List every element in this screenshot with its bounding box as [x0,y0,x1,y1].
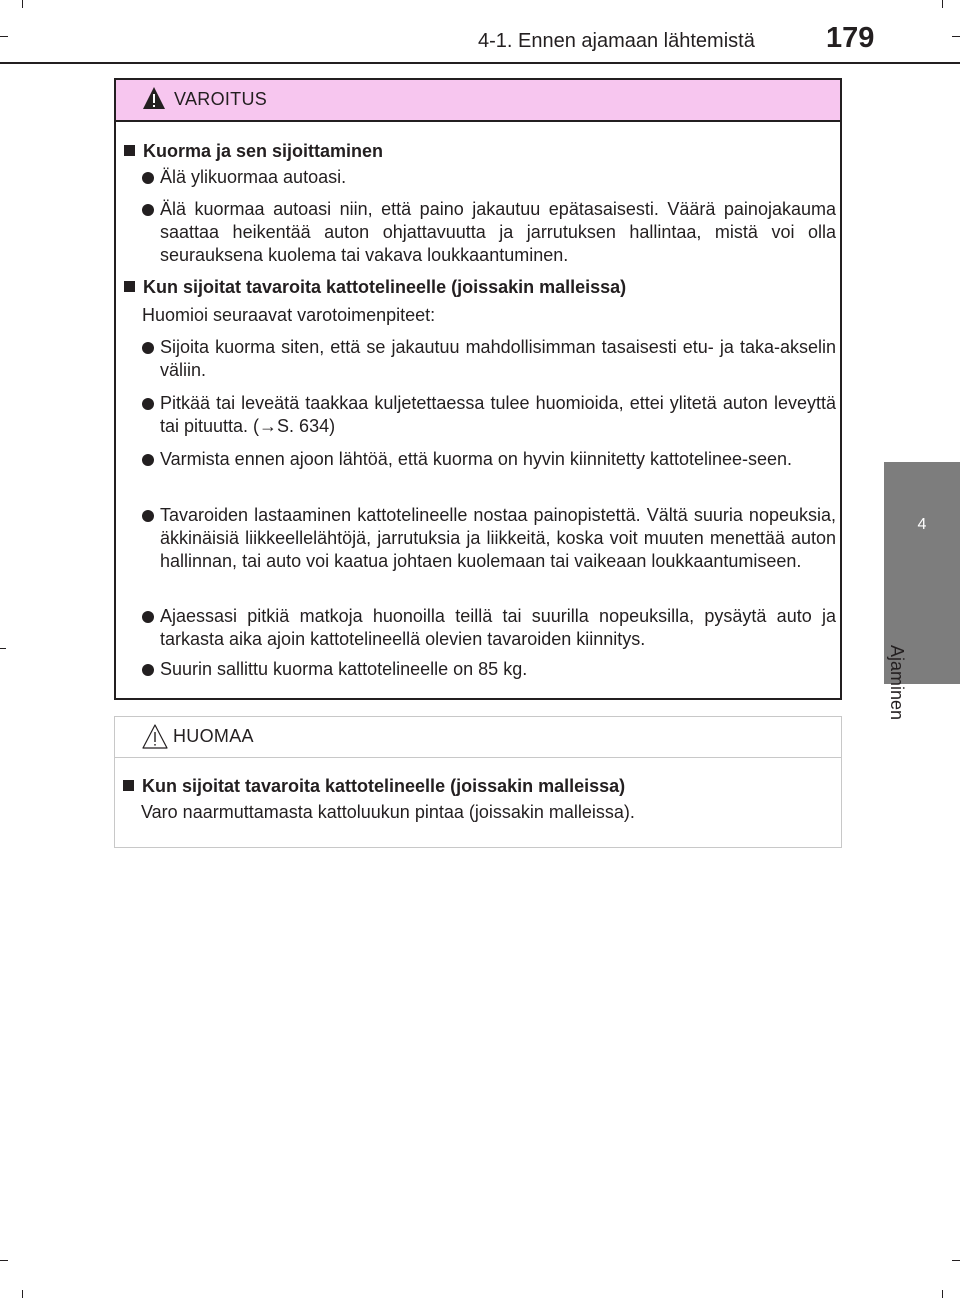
section-heading [124,274,626,300]
crop-mark [942,1290,943,1298]
bullet-icon [142,454,154,466]
warning-header [116,80,840,122]
notice-box [114,716,842,848]
square-bullet-icon [124,145,135,156]
crop-mark [22,1290,23,1298]
section-heading [124,138,383,164]
section-heading-text: Kuorma ja sen sijoittaminen [143,141,384,161]
bullet-text: Älä ylikuormaa autoasi. [160,167,347,187]
bullet-icon [142,204,154,216]
chapter-label: Ajaminen [887,645,907,721]
crop-mark [952,36,960,37]
header-rule [0,62,960,64]
bullet-text: Pitkää tai leveätä taakkaa kuljetettaessa tulee huomioida, ettei ylitetä auton leveyttä tai pituutta. (→S. 634) [160,393,836,436]
warning-box [114,78,842,700]
notice-text: Varo naarmuttamasta kattoluukun pintaa (joissakin malleissa). [141,802,635,822]
caution-icon [141,723,169,751]
notice-heading-text: Kun sijoitat tavaroita kattotelineelle (joissakin malleissa) [142,776,626,796]
bullet-text: Ajaessasi pitkiä matkoja huonoilla teillä tai suurilla nopeuksilla, pysäytä auto ja tarkasta aika ajoin kattotelineellä olevien tavaroiden kiinnitys. [160,606,836,649]
bullet-text: Älä kuormaa autoasi niin, että paino jakautuu epätasaisesti. Väärä painojakauma saattaa heikentää auton ohjattavuutta ja jarrutuksen hallintaa, mistä voi olla seurauksena kuolema tai vakava loukkaantuminen. [160,199,836,265]
section-intro: Huomioi seuraavat varotoimenpiteet: [142,305,436,325]
bullet-icon [142,664,154,676]
bullet-text: Varmista ennen ajoon lähtöä, että kuorma on hyvin kiinnitetty kattotelinee-seen. [160,449,793,469]
bullet-text: Suurin sallittu kuorma kattotelineelle on 85 kg. [160,659,528,679]
notice-title: HUOMAA [173,726,254,746]
crop-mark [0,648,6,649]
notice-heading [123,773,625,799]
crop-mark [952,1260,960,1261]
bullet-icon [142,510,154,522]
header-title: 4-1. Ennen ajamaan lähtemistä [478,30,755,52]
bullet-icon [142,398,154,410]
square-bullet-icon [124,281,135,292]
notice-header [115,717,841,758]
warning-title: VAROITUS [174,89,268,109]
page-number: 179 [826,22,875,54]
crop-mark [22,0,23,8]
crop-mark [0,1260,8,1261]
bullet-text: Tavaroiden lastaaminen kattotelineelle nostaa painopistettä. Vältä suuria nopeuksia, äkkinäisiä liikkeellelähtöjä, jarrutuksia ja liikkeitä, koska voit muuten menettää auton hallinnan, tai auto voi kaatua johtaen kuolemaan tai vaikeaan loukkaantumiseen. [160,505,836,571]
chapter-number: 4 [917,516,927,533]
bullet-text: Sijoita kuorma siten, että se jakautuu mahdollisimman tasaisesti etu- ja taka-akselin väliin. [160,337,836,380]
bullet-icon [142,342,154,354]
crop-mark [0,36,8,37]
bullet-icon [142,611,154,623]
crop-mark [942,0,943,8]
warning-icon [142,86,166,110]
square-bullet-icon [123,780,134,791]
section-heading-text: Kun sijoitat tavaroita kattotelineelle (joissakin malleissa) [143,277,627,297]
bullet-icon [142,172,154,184]
